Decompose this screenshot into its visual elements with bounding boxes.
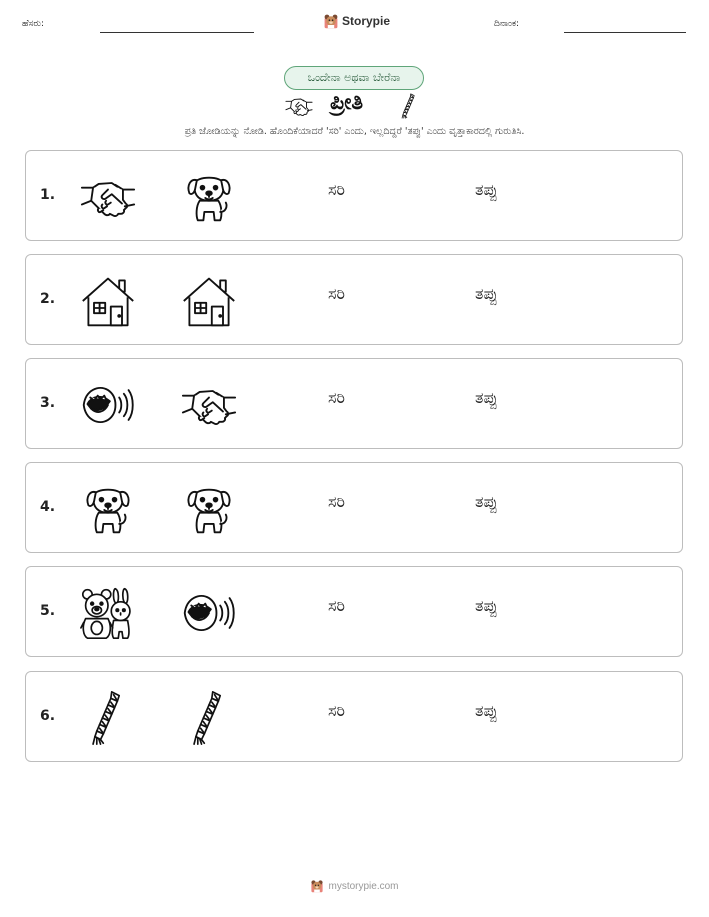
question-number: 5.	[40, 603, 56, 619]
question-card	[25, 358, 683, 449]
option-wrong[interactable]: ತಪ್ಪು	[475, 701, 498, 720]
option-wrong[interactable]: ತಪ್ಪು	[475, 388, 498, 407]
option-wrong[interactable]: ತಪ್ಪು	[475, 492, 498, 511]
handshake-icon	[181, 377, 237, 433]
word-row	[0, 88, 709, 122]
option-correct[interactable]: ಸರಿ	[328, 492, 345, 511]
question-number: 2.	[40, 291, 56, 307]
option-correct[interactable]: ಸರಿ	[328, 701, 345, 720]
handshake-icon	[285, 92, 313, 120]
title-badge: ಒಂದೇನಾ ಅಥವಾ ಬೇರೆನಾ	[284, 66, 424, 90]
name-line[interactable]	[100, 32, 254, 33]
question-card	[25, 462, 683, 553]
brand-logo	[323, 13, 390, 29]
question-card	[25, 150, 683, 241]
option-wrong[interactable]: ತಪ್ಪು	[475, 596, 498, 615]
house-icon	[181, 273, 237, 329]
question-number: 1.	[40, 187, 56, 203]
puppy-icon	[181, 481, 237, 537]
footer-url[interactable]: mystorypie.com	[328, 880, 399, 892]
instructions: ಪ್ರತಿ ಜೋಡಿಯನ್ನು ನೋಡಿ. ಹೊಂದಿಕೆಯಾದರೆ 'ಸರಿ' ಎಂದು, ಇಲ್ಲದಿದ್ದರೆ 'ತಪ್ಪು' ಎಂದು ವೃತ್ತಾಕಾರದಲ್ಲಿ ಗುರುತಿಸಿ.	[184, 126, 525, 137]
question-number: 4.	[40, 499, 56, 515]
house-icon	[80, 273, 136, 329]
rope-icon	[181, 690, 237, 746]
puppy-icon	[181, 169, 237, 225]
footer	[0, 879, 709, 893]
date-line[interactable]	[564, 32, 686, 33]
option-correct[interactable]: ಸರಿ	[328, 596, 345, 615]
puppy-icon	[80, 481, 136, 537]
question-number: 3.	[40, 395, 56, 411]
question-card	[25, 254, 683, 345]
target-word: ಪ್ರೀತಿ	[330, 90, 364, 115]
option-wrong[interactable]: ತಪ್ಪು	[475, 284, 498, 303]
question-card	[25, 566, 683, 657]
question-card	[25, 671, 683, 762]
option-correct[interactable]: ಸರಿ	[328, 284, 345, 303]
option-correct[interactable]: ಸರಿ	[328, 180, 345, 199]
handshake-icon	[80, 169, 136, 225]
option-wrong[interactable]: ತಪ್ಪು	[475, 180, 498, 199]
rope-icon	[396, 90, 422, 122]
question-number: 6.	[40, 708, 56, 724]
option-correct[interactable]: ಸರಿ	[328, 388, 345, 407]
speaking-mouth-icon	[80, 377, 136, 433]
date-label: ದಿನಾಂಕ:	[494, 19, 520, 29]
bear-and-bunny-icon	[80, 585, 136, 641]
speaking-mouth-icon	[181, 585, 237, 641]
storypie-logo-icon	[323, 13, 339, 29]
rope-icon	[80, 690, 136, 746]
storypie-logo-icon	[310, 879, 324, 893]
name-label: ಹೆಸರು:	[22, 19, 45, 29]
brand-name: Storypie	[342, 14, 391, 28]
